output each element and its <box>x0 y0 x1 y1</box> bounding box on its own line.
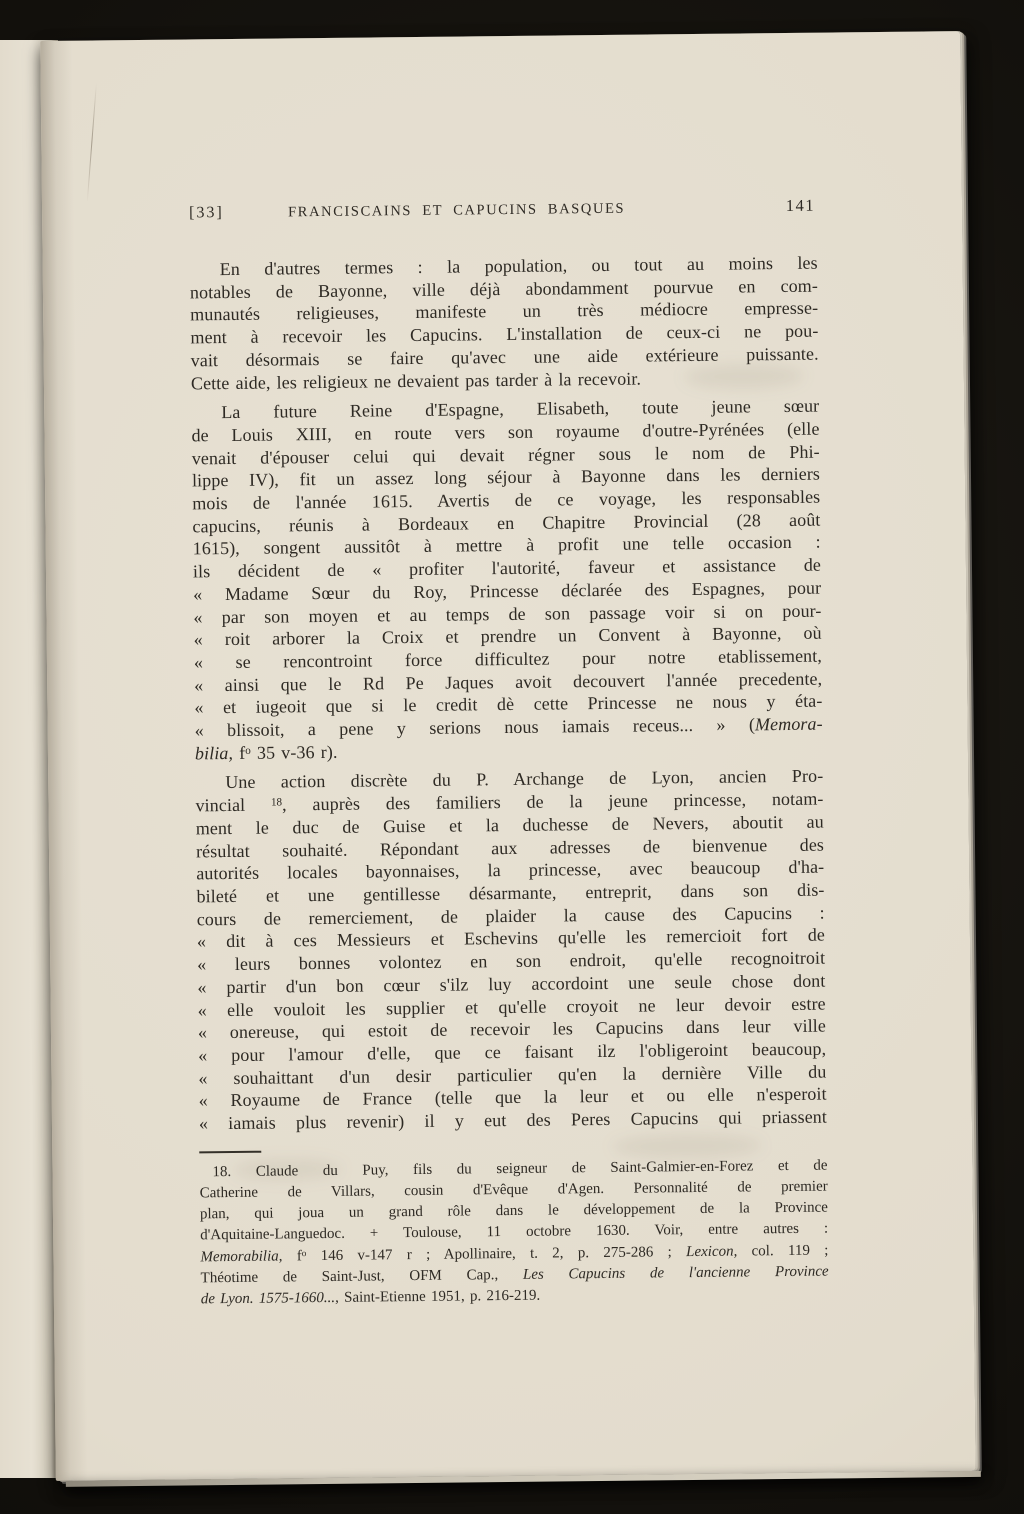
text-line: notables de Bayonne, ville déjà abondamment pourvue en com- <box>189 275 819 303</box>
book-page <box>40 31 976 1481</box>
text-line: « Madame Sœur du Roy, Princesse déclarée des Espagnes, pour <box>193 577 822 605</box>
text-line: bileté et une gentillesse désarmante, entreprit, dans son dis- <box>196 879 825 907</box>
text-line: Une action discrète du P. Archange de Lyon, ancien Pro- <box>225 766 824 793</box>
text-line: capucins, réunis à Bordeaux en Chapitre Provincial (28 août <box>192 509 821 537</box>
paragraph <box>195 765 827 1135</box>
text-line: « par son moyen et au temps de son passage voir si on pour- <box>193 600 822 627</box>
page-number: 141 <box>785 195 816 215</box>
text-line: ment le duc de Guise et la duchesse de Nevers, aboutit au <box>195 811 824 839</box>
section-marker: [33] <box>189 204 224 222</box>
text-line: 18. Claude du Puy, fils du seigneur de Saint-Galmier-en-Forez et de <box>212 1157 828 1180</box>
text-line: Catherine de Villars, cousin d'Evêque d'Agen. Personnalité de premier <box>199 1178 828 1202</box>
text-line: La future Reine d'Espagne, Elisabeth, toute jeune sœur <box>221 395 820 423</box>
text-line: « partir d'un bon cœur s'ilz luy accordoint une seule chose dont <box>197 970 826 998</box>
text-line: 1615), songent aussitôt à mettre à profit une telle occasion : <box>192 532 821 559</box>
text-line: cours de remerciement, de plaider la cause des Capucins : <box>196 902 825 930</box>
footnote <box>199 1155 829 1310</box>
footnote-rule <box>199 1150 261 1153</box>
text-line: autorités locales bayonnaises, la princesse, avec beaucoup d'ha- <box>196 856 825 884</box>
text-line: plan, qui joua un grand rôle dans le développement de la Province <box>199 1199 828 1223</box>
text-line: « pour l'amour d'elle, que ce faisant ilz l'obligeroint beaucoup, <box>198 1038 827 1066</box>
text-line: « blissoit, a pene y serions nous iamais receus... » (Memora- <box>194 713 823 741</box>
body-text <box>190 252 827 1135</box>
text-line: vincial $^{18}$, auprès des familiers de la jeune princesse, notam- <box>195 788 824 816</box>
text-line: vait désormais se faire qu'avec une aide extérieure puissante. <box>190 343 819 371</box>
page-header <box>189 196 817 223</box>
text-line: bilia, $f^o$ 35 v-36 r). <box>194 741 338 764</box>
superscript-text: o <box>301 1248 307 1259</box>
text-line: Cette aide, les religieux ne devaient pas tarder à la recevoir. <box>190 368 642 393</box>
running-title: FRANCISCAINS ET CAPUCINS BASQUES <box>288 200 626 221</box>
text-line: « onereuse, qui estoit de recevoir les Capucins dans leur ville <box>197 1015 827 1043</box>
superscript-text: o <box>245 744 251 757</box>
text-line: « ainsi que le Rd Pe Jaques avoit decouvert l'année precedente, <box>194 668 823 696</box>
italic-text: Memorabilia, <box>200 1248 283 1265</box>
text-line: résultat souhaité. Répondant aux adresses de bienvenue des <box>195 834 825 861</box>
italic-text: bilia, <box>194 742 234 764</box>
italic-text: Les Capucins de l'ancienne Province <box>522 1263 829 1283</box>
text-line: En d'autres termes : la population, ou tout au moins les <box>219 252 818 280</box>
text-line: « Royaume de France (telle que la leur et ou elle n'esperoit <box>198 1083 827 1111</box>
text-line: d'Aquitaine-Languedoc. + Toulouse, 11 octobre 1630. Voir, entre autres : <box>200 1220 829 1244</box>
italic-text: Lexicon, <box>685 1243 738 1260</box>
text-line: « leurs bonnes volontez en son endroit, qu'elle recognoitroit <box>197 947 826 975</box>
text-line: Théotime de Saint-Just, OFM Cap., Les Capucins de l'ancienne Province <box>200 1263 829 1287</box>
italic-text: de Lyon. 1575-1660..., <box>200 1289 339 1308</box>
text-line: ment à recevoir les Capucins. L'installation de ceux-ci ne pou- <box>190 320 819 348</box>
text-line: « dit à ces Messieurs et Eschevins qu'elle les remercioit fort de <box>196 924 826 952</box>
text-line: mois de l'année 1615. Avertis de ce voyage, les responsables <box>192 486 821 514</box>
text-line: de Louis XIII, en route vers son royaume d'outre-Pyrénées (elle <box>191 418 820 446</box>
text-line: « se rencontroint force difficultez pour notre etablissement, <box>193 645 823 673</box>
page-content <box>40 31 976 1481</box>
text-line: de Lyon. 1575-1660..., Saint-Etienne 1951, p. 216-219. <box>200 1287 541 1308</box>
superscript-text: 18 <box>270 796 283 809</box>
text-line: « roit arborer la Croix et prendre un Convent à Bayonne, où <box>193 622 822 650</box>
text-line: venait d'épouser celui qui devait régner sous le nom de Phi- <box>191 441 820 469</box>
paragraph <box>190 252 819 395</box>
text-line: « elle vouloit les supplier et qu'elle croyoit ne leur devoir estre <box>197 993 826 1020</box>
text-line: munautés religieuses, manifeste un très médiocre empresse- <box>190 298 819 325</box>
text-line: « souhaittant d'un desir particulier qu'en la dernière Ville du <box>198 1061 827 1088</box>
paragraph <box>191 395 823 765</box>
text-line: « et iugeoit que si le credit dè cette Princesse ne nous y éta- <box>194 690 823 718</box>
text-line: « iamais plus revenir) il y eut des Peres Capucins qui priassent <box>198 1106 828 1134</box>
text-line: lippe IV), fit un assez long séjour à Bayonne dans les derniers <box>191 463 821 491</box>
italic-text: Memora- <box>754 713 823 735</box>
text-line: ils décident de « profiter l'autorité, faveur et assistance de <box>192 554 822 582</box>
text-line: Memorabilia, $f^o$ 146 v-147 r ; Apollinaire, t. 2, p. 275-286 ; Lexicon, col. 119 ; <box>200 1242 829 1265</box>
